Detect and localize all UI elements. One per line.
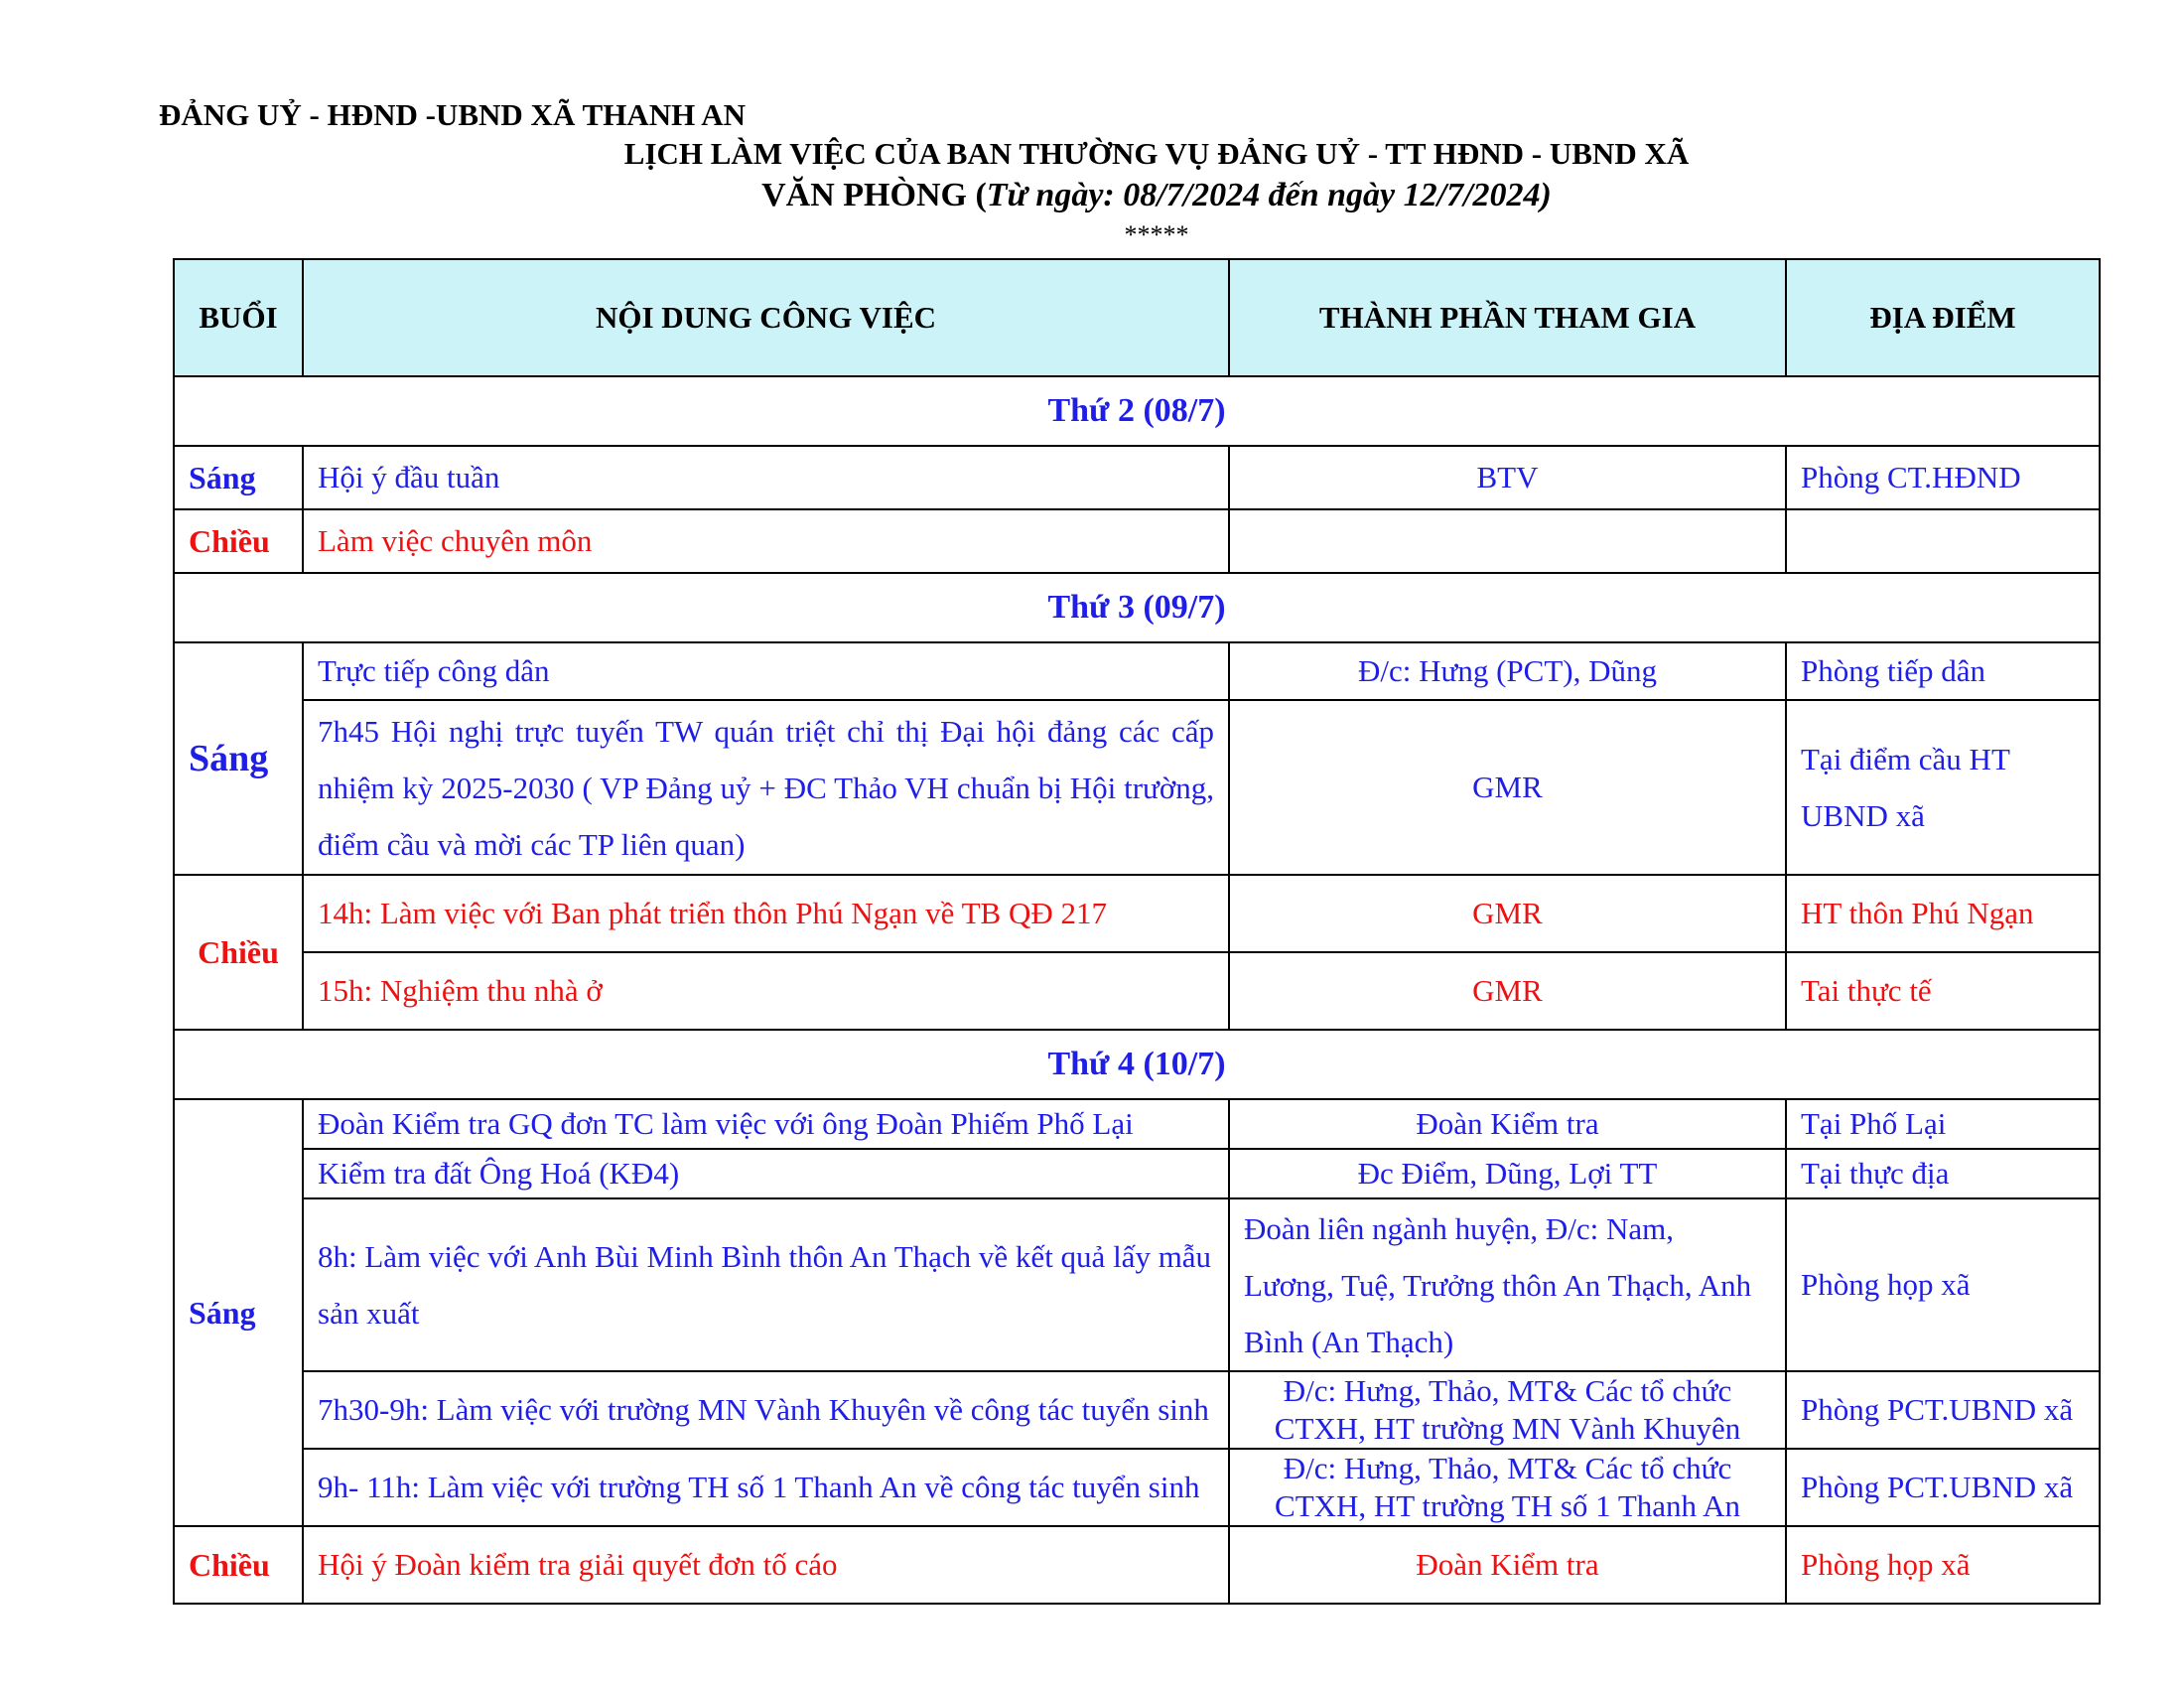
schedule-title: LỊCH LÀM VIỆC CỦA BAN THƯỜNG VỤ ĐẢNG UỶ - TT HĐND - UBND XÃ	[623, 136, 1690, 171]
date-range: Từ ngày: 08/7/2024 đến ngày 12/7/2024)	[986, 177, 1552, 213]
table-row	[174, 1198, 2100, 1371]
title-prefix: VĂN PHÒNG (	[761, 177, 987, 213]
task-place: Phòng tiếp dân	[1786, 642, 2100, 700]
task-place: HT thôn Phú Ngạn	[1786, 875, 2100, 952]
table-row	[174, 1099, 2100, 1149]
task-content: 8h: Làm việc với Anh Bùi Minh Bình thôn An Thạch về kết quả lấy mẫu sản xuất	[303, 1198, 1229, 1371]
session-label: Chiều	[174, 1526, 303, 1604]
session-label: Sáng	[174, 642, 303, 875]
day-label: Thứ 2 (08/7)	[174, 376, 2100, 446]
task-place: Tại thực địa	[1786, 1149, 2100, 1198]
task-content: Làm việc chuyên môn	[303, 509, 1229, 573]
task-content: Kiểm tra đất Ông Hoá (KĐ4)	[303, 1149, 1229, 1198]
task-participants: Đc Điểm, Dũng, Lợi TT	[1229, 1149, 1786, 1198]
schedule-table	[173, 258, 2101, 1605]
task-content: 14h: Làm việc với Ban phát triển thôn Phú Ngạn về TB QĐ 217	[303, 875, 1229, 952]
task-participants: GMR	[1229, 952, 1786, 1030]
task-content: 7h45 Hội nghị trực tuyến TW quán triệt chỉ thị Đại hội đảng các cấp nhiệm kỳ 2025-2030 ( VP Đảng uỷ + ĐC Thảo VH chuẩn bị Hội trường, điểm cầu và mời các TP liên quan)	[303, 700, 1229, 875]
task-content: 15h: Nghiệm thu nhà ở	[303, 952, 1229, 1030]
col-header-place: ĐỊA ĐIỂM	[1786, 259, 2100, 376]
task-content: Trực tiếp công dân	[303, 642, 1229, 700]
task-content: Hội ý Đoàn kiểm tra giải quyết đơn tố cáo	[303, 1526, 1229, 1604]
task-content: 7h30-9h: Làm việc với trường MN Vành Khuyên về công tác tuyển sinh	[303, 1371, 1229, 1449]
task-participants: Đoàn liên ngành huyện, Đ/c: Nam, Lương, Tuệ, Trưởng thôn An Thạch, Anh Bình (An Thạch)	[1229, 1198, 1786, 1371]
table-row	[174, 875, 2100, 952]
table-row	[174, 1449, 2100, 1526]
table-header-row	[174, 259, 2100, 376]
task-place: Tại điểm cầu HT UBND xã	[1786, 700, 2100, 875]
table-row	[174, 700, 2100, 875]
col-header-participants: THÀNH PHẦN THAM GIA	[1229, 259, 1786, 376]
task-content: Đoàn Kiểm tra GQ đơn TC làm việc với ông Đoàn Phiếm Phố Lại	[303, 1099, 1229, 1149]
session-label: Sáng	[174, 446, 303, 509]
task-place	[1786, 509, 2100, 573]
table-row	[174, 952, 2100, 1030]
day-row	[174, 376, 2100, 446]
task-participants	[1229, 509, 1786, 573]
day-label: Thứ 4 (10/7)	[174, 1030, 2100, 1099]
task-participants: Đoàn Kiểm tra	[1229, 1099, 1786, 1149]
task-place: Tai thực tế	[1786, 952, 2100, 1030]
session-label: Chiều	[174, 875, 303, 1030]
table-row	[174, 1149, 2100, 1198]
task-place: Phòng họp xã	[1786, 1198, 2100, 1371]
task-place: Phòng CT.HĐND	[1786, 446, 2100, 509]
task-place: Phòng PCT.UBND xã	[1786, 1449, 2100, 1526]
schedule-date-range	[0, 177, 2184, 214]
task-participants: Đ/c: Hưng, Thảo, MT& Các tổ chức CTXH, HT trường MN Vành Khuyên	[1229, 1371, 1786, 1449]
task-content: 9h- 11h: Làm việc với trường TH số 1 Thanh An về công tác tuyển sinh	[303, 1449, 1229, 1526]
task-place: Phòng họp xã	[1786, 1526, 2100, 1604]
day-row	[174, 1030, 2100, 1099]
organization-name: ĐẢNG UỶ - HĐND -UBND XÃ THANH AN	[159, 97, 747, 132]
table-row	[174, 446, 2100, 509]
separator-stars: *****	[1124, 220, 1189, 249]
task-participants: GMR	[1229, 875, 1786, 952]
session-label: Sáng	[174, 1099, 303, 1526]
task-participants: BTV	[1229, 446, 1786, 509]
task-participants: Đ/c: Hưng (PCT), Dũng	[1229, 642, 1786, 700]
task-content: Hội ý đầu tuần	[303, 446, 1229, 509]
col-header-session: BUỔI	[174, 259, 303, 376]
task-place: Tại Phố Lại	[1786, 1099, 2100, 1149]
task-participants: GMR	[1229, 700, 1786, 875]
task-place: Phòng PCT.UBND xã	[1786, 1371, 2100, 1449]
table-row	[174, 509, 2100, 573]
table-row	[174, 1371, 2100, 1449]
table-row	[174, 1526, 2100, 1604]
task-participants: Đ/c: Hưng, Thảo, MT& Các tổ chức CTXH, HT trường TH số 1 Thanh An	[1229, 1449, 1786, 1526]
day-label: Thứ 3 (09/7)	[174, 573, 2100, 642]
day-row	[174, 573, 2100, 642]
col-header-content: NỘI DUNG CÔNG VIỆC	[303, 259, 1229, 376]
table-row	[174, 642, 2100, 700]
task-participants: Đoàn Kiểm tra	[1229, 1526, 1786, 1604]
session-label: Chiều	[174, 509, 303, 573]
